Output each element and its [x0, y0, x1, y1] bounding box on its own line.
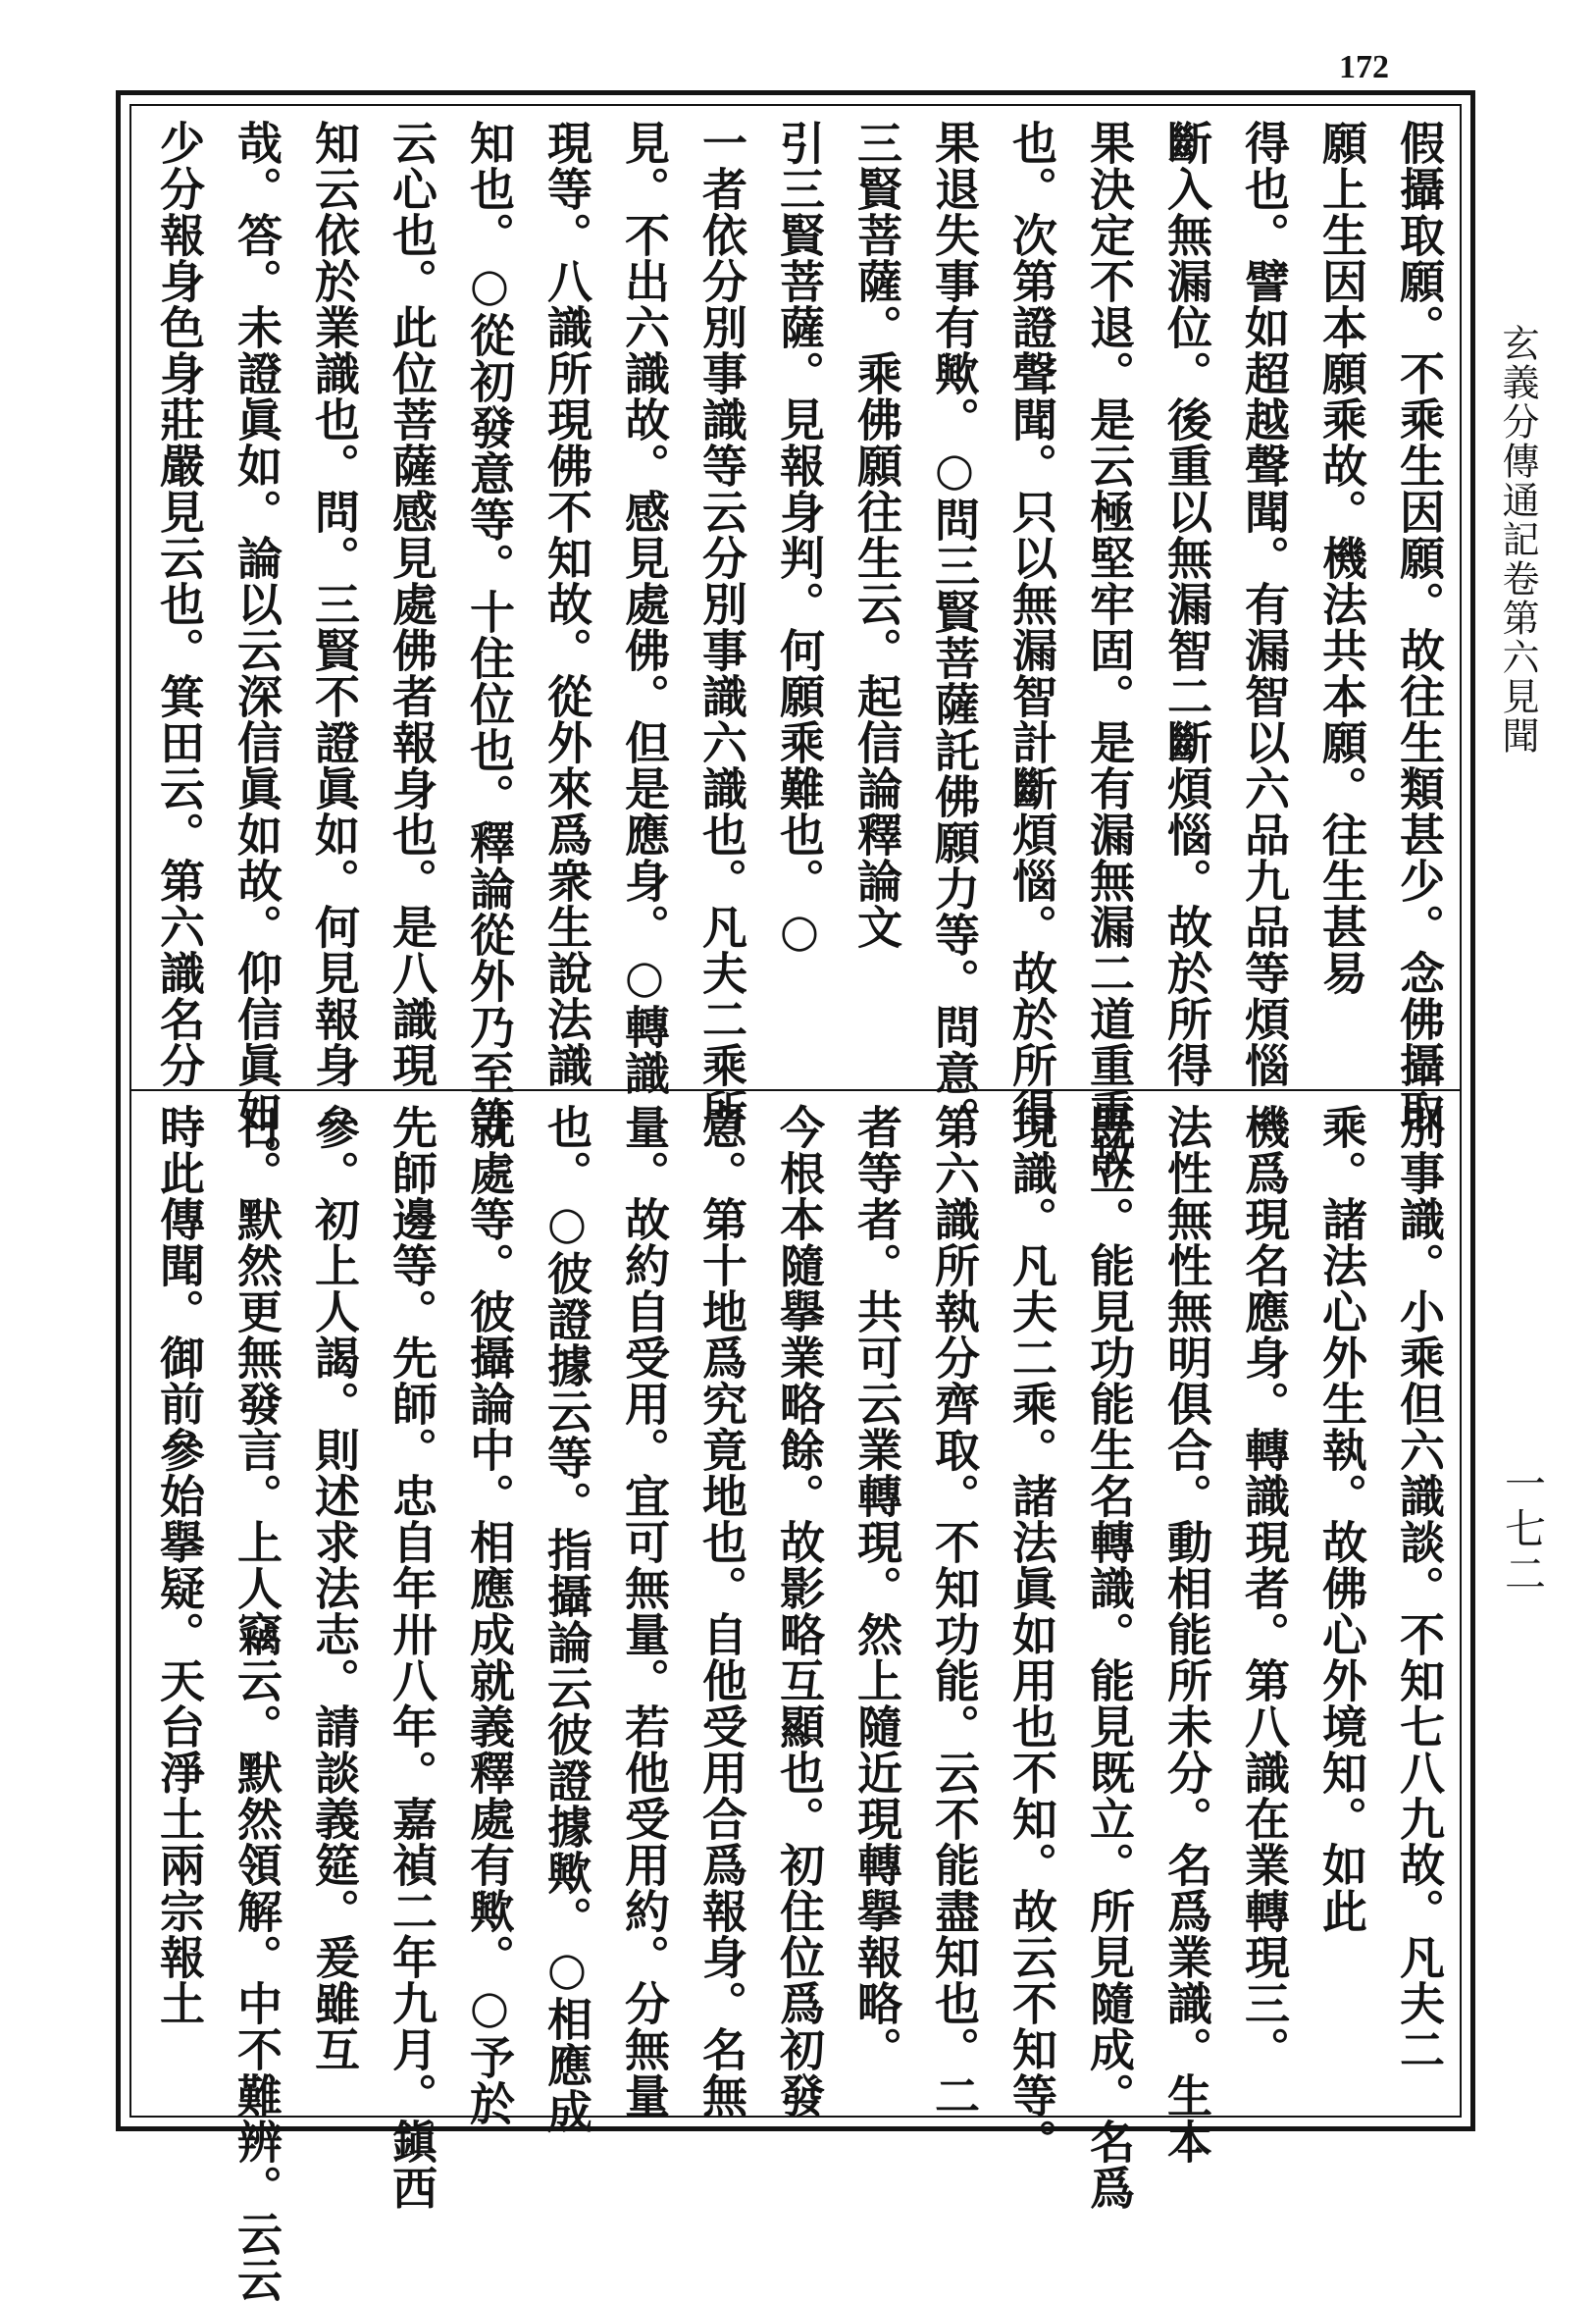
text-column: 乘。諸法心外生執。故佛心外境知。如此 [1315, 1104, 1368, 1934]
page-number: 172 [1339, 49, 1389, 85]
text-column: 果決定不退。是云極堅牢固。是有漏無漏二道重重故 [1083, 120, 1136, 1180]
text-column: 引三賢菩薩。見報身判。何願乘難也。○ [773, 120, 826, 958]
text-column: 知云依於業識也。問。三賢不證眞如。何見報身 [308, 120, 361, 1088]
text-column: 者等者。共可云業轉現。然上隨近現轉擧報略。 [850, 1104, 903, 2072]
text-column: 既立。能見功能生名轉識。能見既立。所見隨成。名爲 [1083, 1104, 1136, 2211]
text-column: 第六識所執分齊取。不知功能。云不能盡知也。二 [928, 1104, 981, 2119]
text-column: 一者依分別事識等云分別事識六識也。凡夫二乘所 [695, 120, 748, 1134]
text-column: 時此傳聞。御前參始擧疑。天台淨土兩宗報土 [153, 1104, 206, 2026]
text-column: 日。默然更無發言。上人竊云。默然領解。中不難辨。云云 [231, 1104, 283, 2303]
text-column: 三賢菩薩。乘佛願往生云。起信論釋論文 [850, 120, 903, 950]
text-column: 別事識。小乘但六識談。不知七八九故。凡夫二 [1393, 1104, 1446, 2072]
panel-divider [129, 1089, 1462, 1091]
text-column: 先師邊等。先師。忠自年卅八年。嘉禎二年九月。鎭西 [386, 1104, 438, 2211]
lower-text-panel [153, 1104, 1446, 2303]
text-column: 哉。答。未證眞如。論以云深信眞如故。仰信眞如。 [231, 120, 283, 1180]
running-head: 玄義分傳通記卷第六見聞 [1496, 324, 1539, 756]
text-column: 參。初上人謁。則述求法志。請談義筵。爰雖互 [308, 1104, 361, 2072]
upper-text-panel [153, 120, 1446, 1180]
text-column: 量。故約自受用。宜可無量。若他受用約。分無量 [618, 1104, 671, 2119]
text-column: 今根本隨擧業略餘。故影略互顯也。初住位爲初發 [773, 1104, 826, 2119]
text-column: 得也。譬如超越聲聞。有漏智以六品九品等煩惱 [1238, 120, 1291, 1088]
text-column: 也。○彼證據云等。指攝論云彼證據歟。○相應成 [541, 1104, 593, 2134]
text-column: 見。不出六識故。感見處佛。但是應身。○轉識 [618, 120, 671, 1096]
text-column: 就處等。彼攝論中。相應成就義釋處有歟。○予於 [463, 1104, 516, 2126]
text-column: 現等。八識所現佛不知故。從外來爲衆生說法識 [541, 120, 593, 1088]
text-column: 假攝取願。不乘生因願。故往生類甚少。念佛攝取 [1393, 120, 1446, 1134]
text-column: 機爲現名應身。轉識現者。第八識在業轉現三。 [1238, 1104, 1291, 2072]
text-column: 果退失事有歟。○問三賢菩薩託佛願力等。問意。 [928, 120, 981, 1142]
text-column: 知也。○從初發意等。十住位也。釋論從外乃至等 [463, 120, 516, 1142]
text-column: 法性無性無明俱合。動相能所未分。名爲業識。生本 [1160, 1104, 1213, 2165]
text-column: 也。次第證聲聞。只以無漏智計斷煩惱。故於所得 [1005, 120, 1058, 1134]
text-column: 願上生因本願乘故。機法共本願。往生甚易 [1315, 120, 1368, 996]
text-column: 現識。凡夫二乘。諸法眞如用也不知。故云不知等。 [1005, 1104, 1058, 2165]
text-column: 意。第十地爲究竟地也。自他受用合爲報身。名無 [695, 1104, 748, 2119]
text-column: 少分報身色身莊嚴見云也。箕田云。第六識名分 [153, 120, 206, 1088]
text-column: 云心也。此位菩薩感見處佛者報身也。是八識現 [386, 120, 438, 1088]
text-column: 斷入無漏位。後重以無漏智二斷煩惱。故於所得 [1160, 120, 1213, 1088]
folio-kanji: 一七二 [1499, 1462, 1547, 1597]
